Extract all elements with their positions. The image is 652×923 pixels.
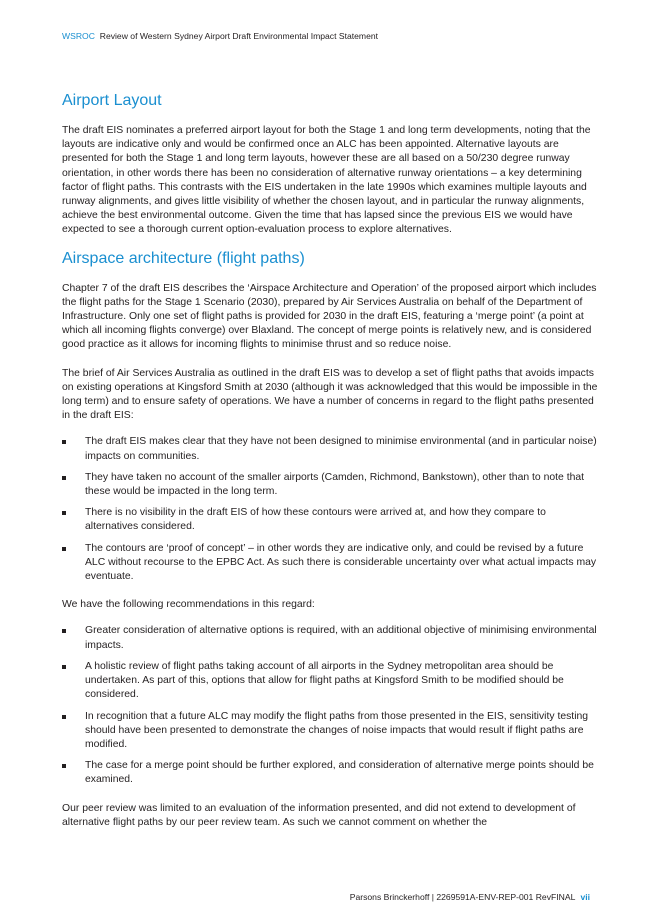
paragraph-recommendations-intro: We have the following recommendations in this regard: — [62, 599, 315, 611]
page-header — [62, 31, 378, 42]
concerns-list — [62, 435, 598, 584]
document-body — [62, 90, 598, 830]
bullet-square-icon — [62, 629, 66, 633]
footer-reference: Parsons Brinckerhoff | 2269591A-ENV-REP-001 RevFINAL — [349, 892, 576, 902]
list-item — [62, 506, 598, 534]
list-item-text: A holistic review of flight paths taking account of all airports in the Sydney metropolitan area should be undertaken. As part of this, options that allow for flight paths at Kingsford Smith to be modified should be considered. — [85, 660, 564, 701]
header-title: Review of Western Sydney Airport Draft Environmental Impact Statement — [99, 31, 379, 41]
paragraph-airspace-intro: Chapter 7 of the draft EIS describes the ‘Airspace Architecture and Operation’ of the proposed airport which includes the flight paths for the Stage 1 Scenario (2030), prepared by Air Services Australia on behalf of the Department of Infrastructure. Only one set of flight paths is provided for 2030 in the draft EIS, featuring a ‘merge point’ (a point at which all incoming flights converge) over Blaxland. The concept of merge points is relatively new, and is considered good practice as it allows for incoming flights to minimise thrust and so reduce noise. — [62, 282, 597, 351]
recommendations-list — [62, 624, 598, 787]
list-item — [62, 624, 598, 652]
bullet-square-icon — [62, 665, 66, 669]
paragraph-airspace-brief: The brief of Air Services Australia as outlined in the draft EIS was to develop a set of flight paths that avoids impacts on existing operations at Kingsford Smith at 2030 (although it was acknowledged that this would be impossible in the long term) and to ensure safety of operations. We have a number of concerns in regard to the flight paths presented in the draft EIS: — [62, 367, 598, 422]
bullet-square-icon — [62, 511, 66, 515]
header-org: WSROC — [62, 31, 95, 41]
paragraph-airport-layout: The draft EIS nominates a preferred airport layout for both the Stage 1 and long term developments, noting that the layouts are indicative only and would be confirmed once an ALC has been appointed. Alternative layouts are presented for both the Stage 1 and long term layouts, however these are all based on a 50/230 degree runway orientation, in other words there has been no consideration of alternative runway orientations – a key determining factor of flight paths. This contrasts with the EIS undertaken in the late 1990s which examines multiple layouts and runway alignments, and gives little visibility of whether the chosen layout, and in particular the runway alignments, achieve the best environmental outcome. Given the time that has lapsed since the previous EIS we would have expected to see a thorough current option-evaluation process to explore alternatives. — [62, 125, 591, 236]
bullet-square-icon — [62, 476, 66, 480]
list-item — [62, 710, 598, 753]
list-item — [62, 435, 598, 463]
list-item-text: The draft EIS makes clear that they have not been designed to minimise environmental (and in particular noise) impacts on communities. — [85, 436, 597, 462]
page-number: vii — [580, 892, 590, 902]
list-item-text: In recognition that a future ALC may modify the flight paths from those presented in the EIS, sensitivity testing should have been presented to demonstrate the changes of noise impacts that would result if flight paths are modified. — [85, 710, 589, 750]
paragraph-closing: Our peer review was limited to an evaluation of the information presented, and did not extend to development of alternative flight paths by our peer review team. As such we cannot comment on whether the — [62, 802, 576, 828]
list-item — [62, 542, 598, 585]
list-item-text: They have taken no account of the smaller airports (Camden, Richmond, Bankstown), other than to note that these would be impacted in the long term. — [85, 471, 585, 498]
bullet-square-icon — [62, 715, 66, 719]
section-heading-airport-layout: Airport Layout — [62, 92, 162, 109]
section-heading-airspace: Airspace architecture (flight paths) — [62, 249, 305, 267]
page-footer — [350, 892, 590, 903]
list-item — [62, 759, 598, 787]
list-item-text: There is no visibility in the draft EIS of how these contours were arrived at, and how they compare to alternatives considered. — [85, 507, 546, 533]
list-item-text: The contours are ‘proof of concept’ – in other words they are indicative only, and could be revised by a future ALC without recourse to the EPBC Act. As such there is considerable uncertainty over what actual impacts may eventuate. — [85, 542, 597, 583]
list-item-text: Greater consideration of alternative options is required, with an additional objective of minimising environmental impacts. — [85, 625, 597, 651]
list-item — [62, 471, 598, 499]
list-item — [62, 660, 598, 703]
list-item-text: The case for a merge point should be further explored, and consideration of alternative merge points should be examined. — [85, 760, 594, 786]
bullet-square-icon — [62, 440, 66, 444]
bullet-square-icon — [62, 547, 66, 551]
bullet-square-icon — [62, 764, 66, 768]
